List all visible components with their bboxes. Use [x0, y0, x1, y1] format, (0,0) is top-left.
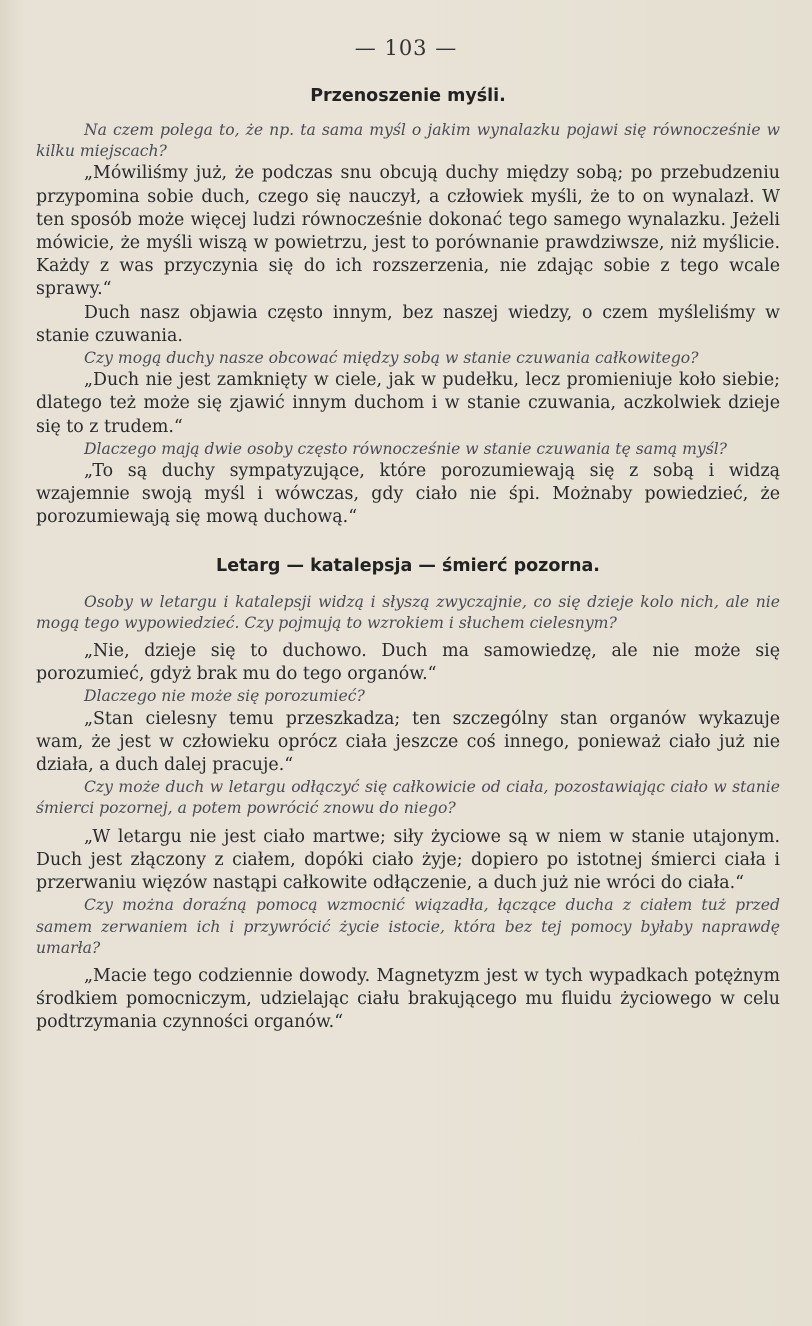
page-number: — 103 —	[354, 36, 458, 60]
answer-paragraph: „Macie tego codziennie dowody. Magnetyzm jest w tych wypadkach potężnym środkiem pomocniczym, udzielając ciału brakującego mu fluidu życiowego w celu podtrzymania czynności organów.“	[36, 965, 780, 1033]
question-paragraph: Czy można doraźną pomocą wzmocnić wiązadła, łączące ducha z ciałem tuż przed samem zerwaniem ich i przywrócić życie istocie, która bez tej pomocy byłaby naprawdę umarła?	[36, 896, 780, 957]
section-heading-lethargy: Letarg — katalepsja — śmierć pozorna.	[216, 555, 600, 576]
question-paragraph: Dlaczego mają dwie osoby często równocześnie w stanie czuwania tę samą myśl?	[84, 439, 728, 458]
question-paragraph: Na czem polega to, że np. ta sama myśl o jakim wynalazku pojawi się równocześnie w kilku miejscach?	[36, 121, 780, 161]
question-paragraph: Osoby w letargu i katalepsji widzą i słyszą zwyczajnie, co się dzieje kolo nich, ale nie mogą tego wypowiedzieć. Czy pojmują to wzrokiem i słuchem cielesnym?	[36, 592, 780, 632]
answer-paragraph: „Nie, dzieje się to duchowo. Duch ma samowiedzę, ale nie może się porozumieć, gdyż brak mu do tego organów.“	[36, 641, 780, 685]
answer-paragraph: „Stan cielesny temu przeszkadza; ten szczególny stan organów wykazuje wam, że jest w człowieku oprócz ciała jeszcze coś innego, ponieważ ciało już nie działa, a duch dalej pracuje.“	[36, 708, 780, 776]
page-content	[36, 86, 780, 1035]
question-paragraph: Dlaczego nie może się porozumieć?	[84, 687, 365, 706]
comment-paragraph: Duch nasz objawia często innym, bez naszej wiedzy, o czem myśleliśmy w stanie czuwania.	[36, 302, 780, 346]
answer-paragraph: „W letargu nie jest ciało martwe; siły życiowe są w niem w stanie utajonym. Duch jest złączony z ciałem, dopóki ciało żyje; dopiero po istotnej śmierci ciała i przerwaniu więzów nastąpi całkowite odłączenie, a duch już nie wróci do ciała.“	[36, 826, 780, 894]
question-paragraph: Czy może duch w letargu odłączyć się całkowicie od ciała, pozostawiając ciało w stanie śmierci pozornej, a potem powrócić znowu do niego?	[36, 778, 780, 818]
question-paragraph: Czy mogą duchy nasze obcować między sobą w stanie czuwania całkowitego?	[84, 349, 699, 368]
section-heading-thought-transfer: Przenoszenie myśli.	[310, 86, 506, 106]
answer-paragraph: „Duch nie jest zamknięty w ciele, jak w pudełku, lecz promieniuje koło siebie; dlatego też może się zjawić innym duchom i w stanie czuwania, aczkolwiek dzieje się to z trudem.“	[36, 370, 780, 437]
answer-paragraph: „To są duchy sympatyzujące, które porozumiewają się z sobą i widzą wzajemnie swoją myśl i wówczas, gdy ciało nie śpi. Możnaby powiedzieć, że porozumiewają się mową duchową.“	[36, 461, 780, 528]
answer-paragraph: „Mówiliśmy już, że podczas snu obcują duchy między sobą; po przebudzeniu przypomina sobie duch, czego się nauczył, a człowiek myśli, że to on wynalazł. W ten sposób może więcej ludzi równocześnie dokonać tego samego wynalazku. Jeżeli mówicie, że myśli wiszą w powietrzu, jest to porównanie prawdziwsze, niż myślicie. Każdy z was przyczynia się do ich rozszerzenia, nie zdając sobie z tego wcale sprawy.“	[36, 163, 780, 300]
